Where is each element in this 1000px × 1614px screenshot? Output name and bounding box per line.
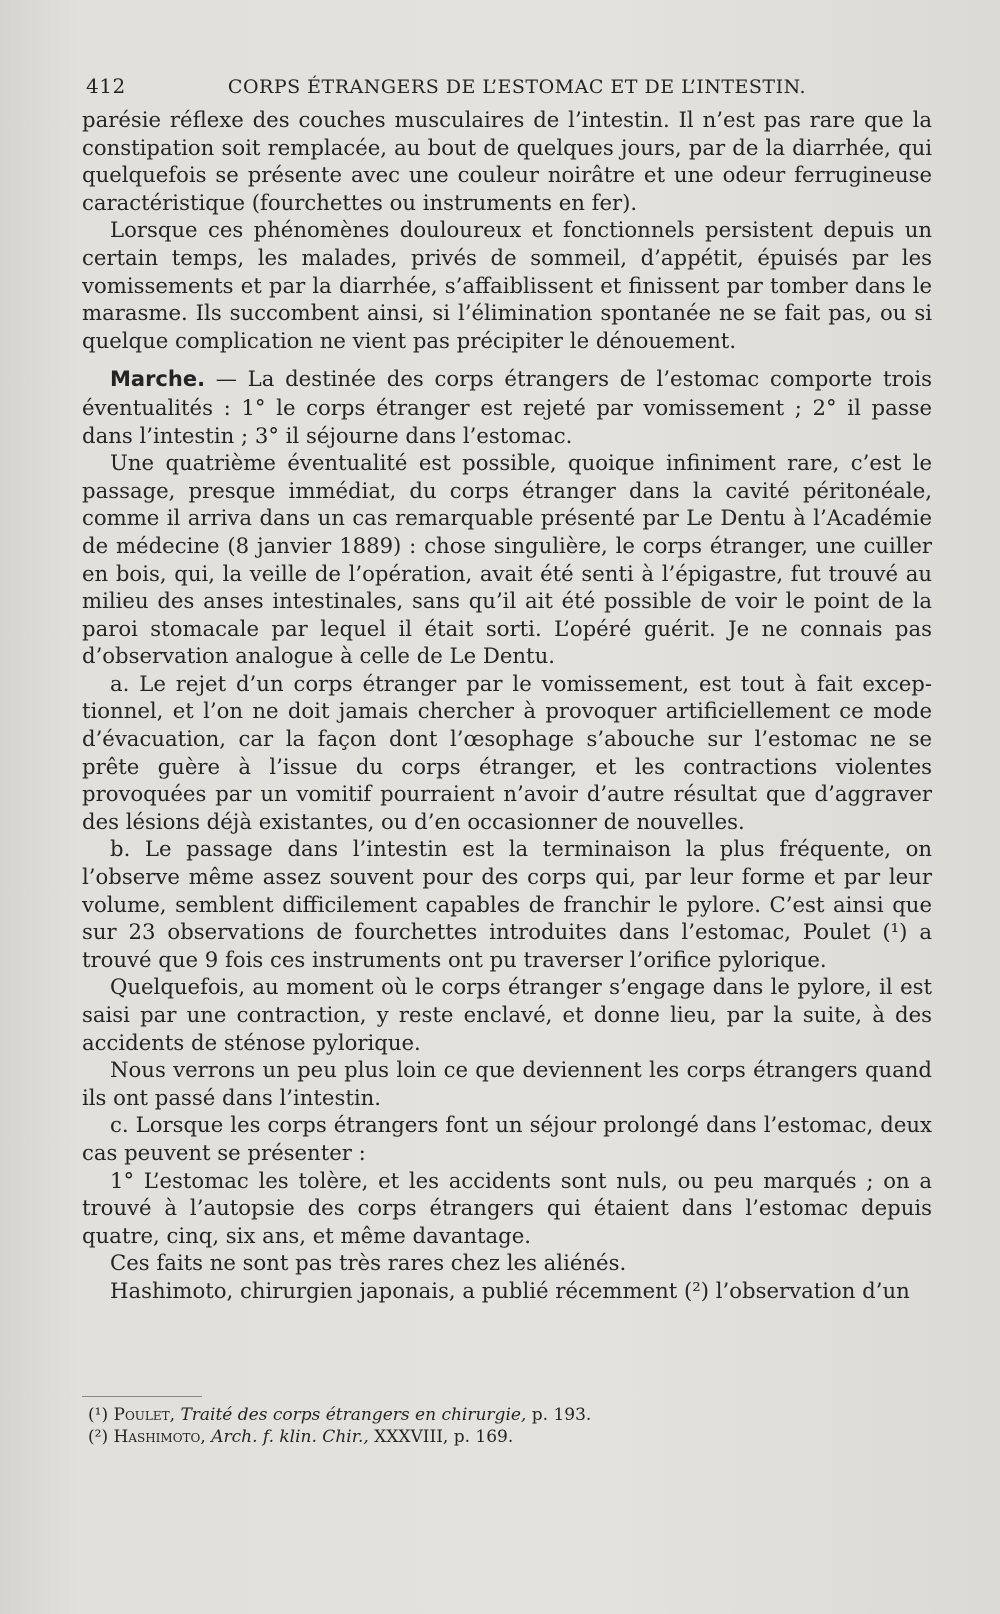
paragraph-marche — [82, 365, 932, 449]
paragraph-tolerance: 1° L’estomac les tolère, et les accidents sont nuls, ou peu marqués ; on a trouvé à l’autopsie des corps étrangers qui étaient dans l’estomac depuis quatre, cinq, six ans, et même davantage. — [82, 1167, 932, 1248]
footnote-divider — [82, 1396, 202, 1397]
footnote-1-mark: (¹) — [88, 1405, 109, 1425]
footnotes — [82, 1404, 932, 1448]
para-b-text-end: a trouvé que 9 fois ces instruments ont pu traverser l’orifice pylorique. — [82, 919, 932, 972]
paragraph-continuation: parésie réflexe des couches musculaires de l’intestin. Il n’est pas rare que la constipation soit remplacée, au bout de quelques jours, par de la diarrhée, qui quelquefois se présente avec une couleur noirâtre et une odeur ferrugineuse caractéristique (fourchettes ou instruments en fer). — [82, 107, 932, 215]
footnote-2-title: Arch. f. klin. Chir., — [211, 1427, 369, 1447]
paragraph-b-intestin — [82, 835, 932, 973]
paragraph-nous-verrons: Nous verrons un peu plus loin ce que deviennent les corps étrangers quand ils ont passé dans l’intestin. — [82, 1057, 932, 1110]
footnote-ref-2: (²) — [684, 1277, 710, 1303]
body-text — [82, 106, 932, 1305]
para-b-text: b. Le passage dans l’intestin est la terminaison la plus fréquente, on l’observe même assez souvent pour des corps qui, par leur forme et par leur volume, semblent difficilement capables de franchir le pylore. C’est ainsi que sur 23 observations de fourchettes introduites dans l’estomac, Poulet — [82, 836, 932, 945]
footnote-1-page: p. 193. — [526, 1405, 592, 1425]
footnote-2 — [82, 1426, 932, 1448]
footnote-2-page: XXXVIII, p. 169. — [368, 1427, 514, 1447]
paragraph-a-vomissement: a. Le rejet d’un corps étranger par le vomissement, est tout à fait exceptionnel, et l’on ne doit jamais chercher à provoquer artificiellement ce mode d’évacuation, car la façon dont l’œsophage s’abouche sur l’estomac ne se prête guère à l’issue du corps étranger, et les contractions violentes provoquées par un vomitif pourraient n’avoir d’autre résultat que d’aggraver des lésions déjà existantes, ou d’en occasionner de nouvelles. — [82, 670, 932, 834]
paragraph-hashimoto — [82, 1277, 932, 1305]
paragraph-pylore: Quelquefois, au moment où le corps étranger s’engage dans le pylore, il est saisi par une contraction, y reste enclavé, et donne lieu, par la suite, à des accidents de sténose pylorique. — [82, 974, 932, 1055]
footnote-1 — [82, 1404, 932, 1426]
page-header — [86, 74, 928, 98]
hashimoto-text-end: l’observation d’un — [709, 1277, 910, 1303]
running-title: CORPS ÉTRANGERS DE L’ESTOMAC ET DE L’INTESTIN. — [227, 76, 807, 98]
paragraph-alienes: Ces faits ne sont pas très rares chez les aliénés. — [110, 1250, 627, 1276]
footnote-2-author: Hashimoto, — [113, 1427, 206, 1447]
marche-text: — La destinée des corps étrangers de l’estomac comporte trois éventualités : 1° le corps étranger est rejeté par vomissement ; 2° il passe dans l’intestin ; 3° il séjourne dans l’estomac. — [82, 366, 932, 448]
paragraph-c-sejour: c. Lorsque les corps étrangers font un séjour prolongé dans l’estomac, deux cas peuvent se présenter : — [82, 1112, 932, 1165]
paragraph-symptoms: Lorsque ces phénomènes douloureux et fonctionnels persistent depuis un certain temps, les malades, privés de sommeil, d’appétit, épuisés par les vomissements et par la diarrhée, s’affaiblissent et finissent par tomber dans le marasme. Ils succombent ainsi, si l’élimination spontanée ne se fait pas, ou si quelque complication ne vient pas précipiter le dénouement. — [82, 217, 932, 353]
footnote-1-title: Traité des corps étrangers en chirurgie, — [180, 1405, 527, 1425]
page-number: 412 — [86, 74, 126, 98]
footnote-1-author: Poulet, — [113, 1405, 176, 1425]
section-title-marche: Marche. — [110, 367, 206, 392]
footnote-2-mark: (²) — [88, 1427, 109, 1447]
paragraph-peritoneal: Une quatrième éventualité est possible, quoique infiniment rare, c’est le passage, presque immédiat, du corps étranger dans la cavité péritonéale, comme il arriva dans un cas remarquable présenté par Le Dentu à l’Académie de médecine (8 janvier 1889) : chose singulière, le corps étranger, une cuiller en bois, qui, la veille de l’opération, avait été senti à l’épigastre, fut trouvé au milieu des anses intestinales, sans qu’il ait été possible de voir le point de la paroi stomacale par lequel il était sorti. L’opéré guérit. Je ne connais pas d’observation analogue à celle de Le Dentu. — [82, 450, 932, 669]
footnote-ref-1: (¹) — [882, 919, 908, 945]
hashimoto-text: Hashimoto, chirurgien japonais, a publié récemment — [110, 1277, 685, 1303]
